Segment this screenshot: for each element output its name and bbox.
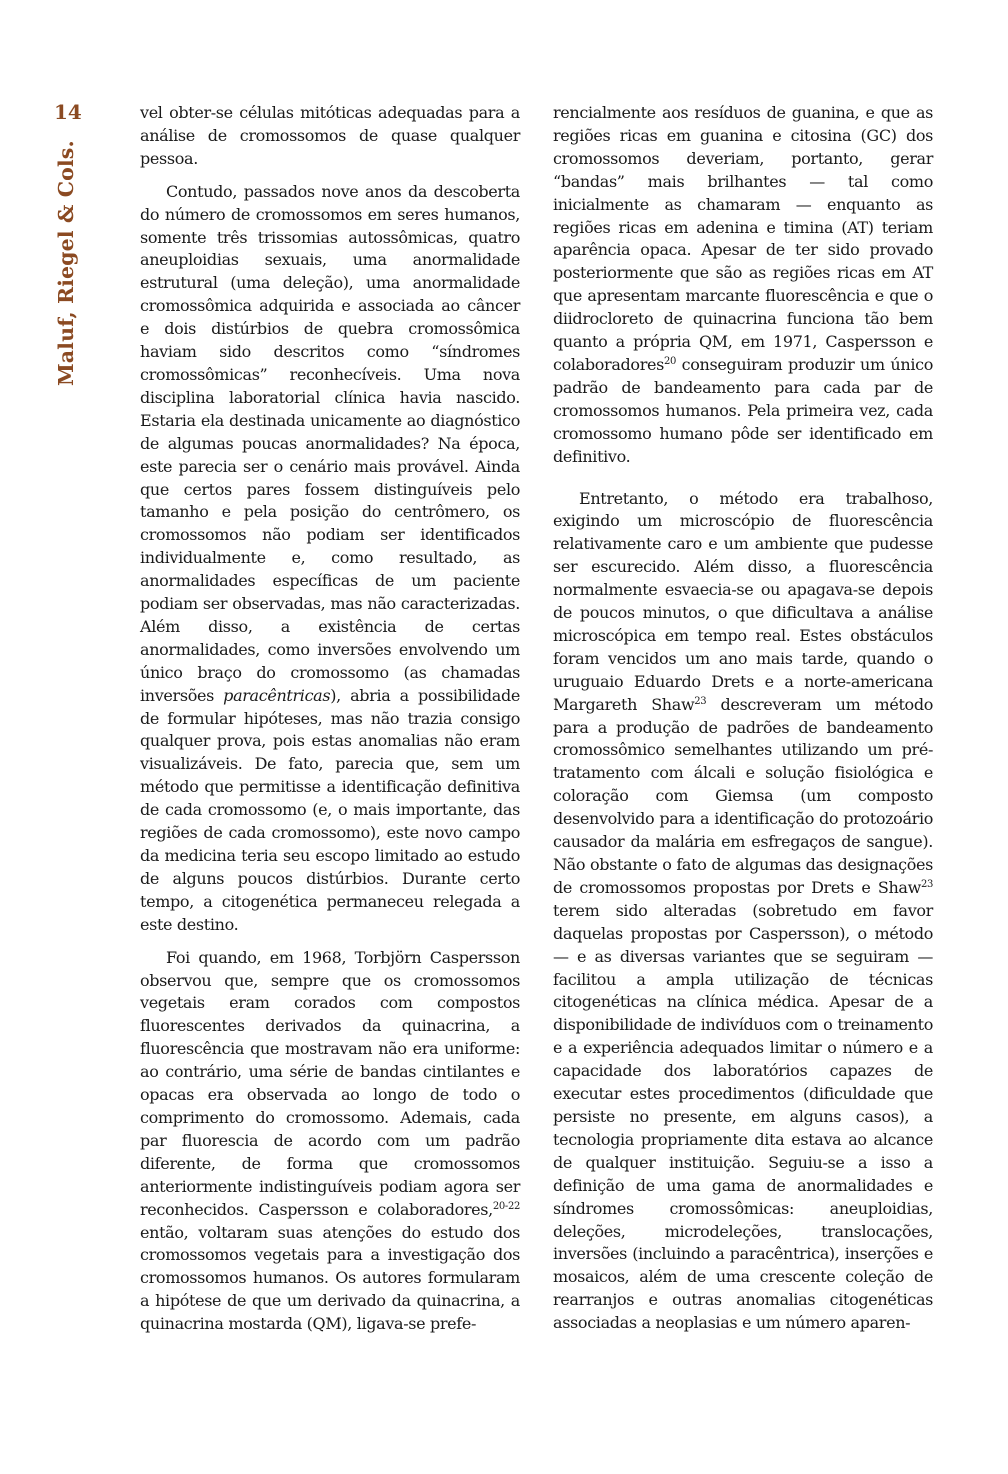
italic-term: paracêntricas [223,685,331,705]
paragraph-text: terem sido alteradas (sobretudo em favor daquelas propostas por Caspersson), o método — e as diversas variantes que se seguiram — facilitou a ampla utilização de técnicas citogenéticas na clínica médica. Apesar de a disponibilidade de indivíduos com o treinamento e a experiência adequados limitar o número e a capacidade dos laboratórios capazes de executar estes procedimentos (dificuldade que persiste no presente, em alguns casos), a tecnologia propriamente dita estava ao alcance de qualquer instituição. Seguiu-se a isso a definição de uma gama de anormalidades e síndromes cromossômicas: aneuploidias, deleções, microdeleções, translocações, inversões (incluindo a paracêntrica), inserções e mosaicos, além de uma crescente coleção de rearranjos e outras anomalias citogenéticas associadas a neoplasias e um número aparen- [553,900,933,1333]
citation-superscript: 20 [663,355,676,367]
paragraph [553,488,933,1336]
page-number: 14 [54,100,82,124]
paragraph [140,947,520,1336]
right-column [553,102,933,1335]
paragraph-text: Entretanto, o método era trabalhoso, exigindo um microscópio de fluorescência relativamente caro e um ambiente que pudesse ser escurecido. Além disso, a fluorescência normalmente esvaecia-se ou apagava-se depois de poucos minutos, o que dificultava a análise microscópica em tempo real. Estes obstáculos foram vencidos um ano mais tarde, quando o uruguaio Eduardo Drets e a norte-americana Margareth Shaw [553,488,933,714]
citation-superscript: 20-22 [492,1200,520,1212]
running-head: Maluf, Riegel & Cols. [54,140,78,386]
paragraph-text: descreveram um método para a produção de padrões de bandeamento cromossômico semelhantes utilizando um pré-tratamento com álcali e solução fisiológica e coloração com Giemsa (um composto desenvolvido para a identificação do protozoário causador da malária em esfregaços de sangue). Não obstante o fato de algumas das designações de cromossomos propostas por Drets e Shaw [553,694,934,897]
paragraph [140,181,520,937]
paragraph-text: Foi quando, em 1968, Torbjörn Caspersson observou que, sempre que os cromossomos vegetais eram corados com compostos fluorescentes derivados da quinacrina, a fluorescência que mostravam não era uniforme: ao contrário, uma série de bandas cintilantes e opacas era observada ao longo de todo o comprimento do cromossomo. Ademais, cada par fluorescia de acordo com um padrão diferente, de forma que cromossomos anteriormente indistinguíveis podiam agora ser reconhecidos. Caspersson e colaboradores, [140,947,520,1219]
paragraph-text: vel obter-se células mitóticas adequadas para a análise de cromossomos de quase qualquer pessoa. [140,103,520,168]
paragraph [140,102,520,171]
citation-superscript: 23 [920,878,933,890]
left-column [140,102,520,1336]
paragraph-text: ), abria a possibilidade de formular hipóteses, mas não trazia consigo qualquer prova, pois estas anomalias não eram visualizáveis. De fato, parecia que, sem um método que permitisse a identificação definitiva de cada cromossomo (e, o mais importante, das regiões de cada cromossomo), este novo campo da medicina teria seu escopo limitado ao estudo de alguns poucos distúrbios. Durante certo tempo, a citogenética permaneceu relegada a este destino. [140,685,520,934]
paragraph-text: conseguiram produzir um único padrão de bandeamento para cada par de cromossomos humanos. Pela primeira vez, cada cromossomo humano pôde ser identificado em definitivo. [553,354,933,466]
paragraph-text: Contudo, passados nove anos da descoberta do número de cromossomos em seres humanos, somente três trissomias autossômicas, quatro aneuploidias sexuais, uma anormalidade estrutural (uma deleção), uma anormalidade cromossômica adquirida e associada ao câncer e dois distúrbios de quebra cromossômica haviam sido descritos como “síndromes cromossômicas” reconhecíveis. Uma nova disciplina laboratorial clínica havia nascido. Estaria ela destinada unicamente ao diagnóstico de algumas poucas anormalidades? Na época, este parecia ser o cenário mais provável. Ainda que certos pares fossem distinguíveis pelo tamanho e pela posição do centrômero, os cromossomos não podiam ser identificados individualmente e, como resultado, as anormalidades específicas de um paciente podiam ser observadas, mas não caracterizadas. Além disso, a existência de certas anormalidades, como inversões envolvendo um único braço do cromossomo (as chamadas inversões [140,181,520,705]
citation-superscript: 23 [694,695,707,707]
paragraph-text: rencialmente aos resíduos de guanina, e que as regiões ricas em guanina e citosina (GC) dos cromossomos deveriam, portanto, gerar “bandas” mais brilhantes — tal como inicialmente as chamaram — enquanto as regiões ricas em adenina e timina (AT) teriam aparência opaca. Apesar de ter sido provado posteriormente que são as regiões ricas em AT que apresentam marcante fluorescência e que o diidrocloreto de quinacrina funciona tão bem quanto a própria QM, em 1971, Caspersson e colaboradores [553,103,933,374]
paragraph [553,102,933,469]
paragraph-text: então, voltaram suas atenções do estudo dos cromossomos vegetais para a investigação dos cromossomos humanos. Os autores formularam a hipótese de que um derivado da quinacrina, a quinacrina mostarda (QM), ligava-se prefe- [140,1222,520,1334]
